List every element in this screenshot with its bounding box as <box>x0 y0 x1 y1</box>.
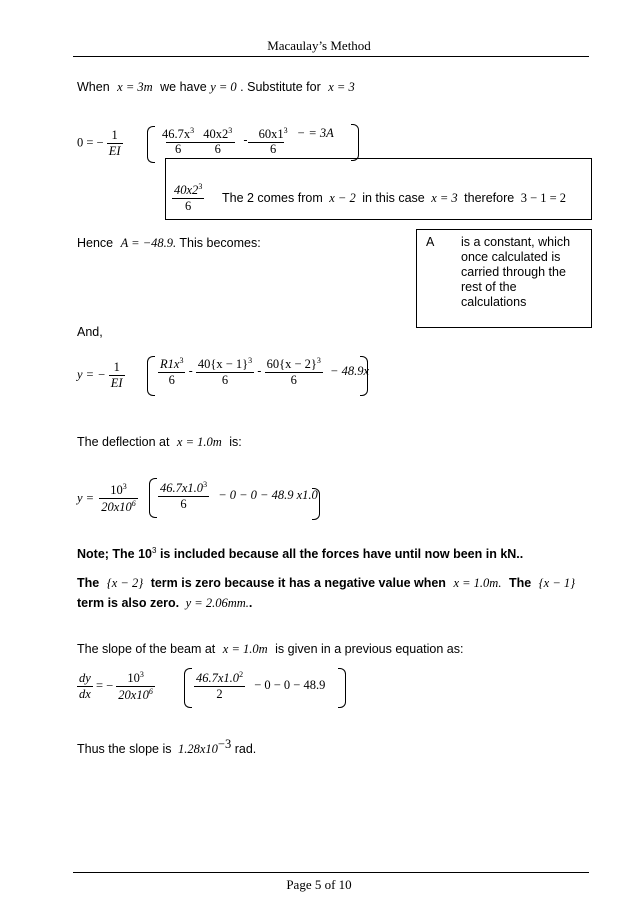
eq4-t1-exp: 2 <box>239 670 244 679</box>
note1-exp: 3 <box>152 546 157 555</box>
eq3-t1-num: 46.7x1.0 <box>160 481 204 496</box>
math-x-eq-3: x = 3 <box>328 80 355 94</box>
note-text-1: The 2 comes from <box>222 191 323 205</box>
eq2-body <box>158 356 369 388</box>
eq2-t3-exp: 3 <box>316 356 321 365</box>
note-frac-den: 6 <box>172 198 204 214</box>
eq2-t2-den: 6 <box>196 372 254 388</box>
eq4-num: 10 <box>127 671 140 686</box>
eq4-right-bracket <box>338 668 346 708</box>
eq4-den-exp: 6 <box>148 687 153 697</box>
eq1-tail: − = 3A <box>296 126 334 140</box>
we-have-label: we have <box>160 80 207 94</box>
eq3-body <box>158 480 318 512</box>
header-rule <box>73 56 589 57</box>
note-zero-line-1 <box>77 576 575 591</box>
note-m2: x = 3 <box>431 191 458 205</box>
note1-text-a: Note; The 10 <box>77 547 153 562</box>
note2-m3: {x − 1} <box>538 576 576 590</box>
eq4-left-bracket <box>184 668 192 708</box>
eq2-left-bracket <box>147 356 155 396</box>
eq1-t2-num: 40x2 <box>203 127 229 142</box>
thus-unit: rad. <box>234 742 257 757</box>
note-frac <box>172 182 204 214</box>
when-label: When <box>77 80 110 94</box>
eq1-lhs: 0 = − <box>77 135 104 150</box>
hence-label: Hence <box>77 236 114 250</box>
eq2-t2-exp: 3 <box>248 356 253 365</box>
eq4-den: 20x10 <box>118 688 149 703</box>
eq1-t2-exp: 3 <box>228 126 233 135</box>
eq3-right-bracket <box>312 488 320 520</box>
and-label: And, <box>77 325 103 339</box>
eq2-one: 1 <box>113 360 120 374</box>
eq3-num-exp: 3 <box>122 482 127 491</box>
eq3-lhs: y = <box>77 491 95 506</box>
eq2-dash2: - <box>257 363 262 378</box>
deflection-line <box>77 435 242 450</box>
note-frac-exp: 3 <box>198 182 203 191</box>
page-header-title: Macaulay’s Method <box>267 38 371 53</box>
eq2-term3 <box>265 356 323 388</box>
side-box-letter: A <box>426 235 435 249</box>
eq4-dy: dy <box>79 671 91 686</box>
eq2-lhs: y = − <box>77 367 106 382</box>
eq3-den-exp: 6 <box>131 499 136 509</box>
note2-line2-text: term is also zero. <box>77 596 180 610</box>
equation-2 <box>77 360 125 391</box>
eq4-num-exp: 3 <box>139 670 144 679</box>
eq1-t1-num: 46.7x <box>162 127 191 142</box>
eq2-t3-den: 6 <box>265 372 323 388</box>
equation-4 <box>77 670 155 703</box>
eq1-t2-den: 6 <box>214 142 221 157</box>
eq1-minus: - <box>243 133 248 148</box>
eq1-t3-bar <box>248 142 284 143</box>
eq4-t1-den: 2 <box>194 686 245 702</box>
eq2-tail: − 48.9x <box>330 363 370 378</box>
slope-text: The slope of the beam at <box>77 642 216 656</box>
note-box <box>165 158 592 220</box>
eq1-one: 1 <box>111 128 118 142</box>
slope-math: x = 1.0m <box>222 642 268 656</box>
thus-line <box>77 737 256 757</box>
thus-exp: −3 <box>217 737 232 751</box>
eq1-t2-bar <box>199 142 235 143</box>
page-number: Page 5 of 10 <box>286 877 352 892</box>
eq2-t1-den: 6 <box>158 372 185 388</box>
footer-rule <box>73 872 589 873</box>
eq3-num: 10 <box>110 483 123 498</box>
eq2-EI: EI <box>110 376 123 390</box>
eq3-tail: − 0 − 0 − 48.9 x1.0 <box>218 487 318 502</box>
note2-m4: y = 2.06mm. <box>185 596 249 610</box>
slope-line <box>77 642 463 657</box>
eq1-right-bracket <box>351 124 359 161</box>
eq4-tail: − 0 − 0 − 48.9 <box>254 677 326 692</box>
eq1-t3-num: 60x1 <box>258 127 284 142</box>
eq1-t3-den: 6 <box>270 142 277 157</box>
note2-the: The <box>77 576 100 590</box>
eq4-t1-num: 46.7x1.0 <box>196 671 240 686</box>
hence-line <box>77 236 261 251</box>
eq4-dydx <box>77 671 93 702</box>
side-box-text: is a constant, which once calculated is carried through the rest of the calculations <box>461 235 571 309</box>
eq4-eq: = − <box>95 678 114 693</box>
note-m3: 3 − 1 = 2 <box>520 191 567 205</box>
eq1-t1-den: 6 <box>174 142 182 157</box>
note-text-3: therefore <box>464 191 515 205</box>
note2-the2: The <box>508 576 532 590</box>
math-x-eq-3m: x = 3m <box>117 80 153 94</box>
deflection-math: x = 1.0m <box>176 435 222 449</box>
eq2-term2 <box>196 356 254 388</box>
eq2-term1 <box>158 356 185 388</box>
note-box-fraction <box>172 182 204 214</box>
note2-m1: {x − 2} <box>106 576 144 590</box>
note-box-text <box>222 191 566 206</box>
note-forces-line <box>77 546 523 561</box>
note2-dot: . <box>248 596 253 610</box>
note2-text-a: term is zero because it has a negative value when <box>150 576 446 590</box>
eq1-EI: EI <box>108 144 121 158</box>
eq2-t2-num: 40{x − 1} <box>197 357 249 372</box>
eq4-term1 <box>194 670 245 702</box>
slope-text-2: is given in a previous equation as: <box>275 642 464 656</box>
equation-1 <box>77 128 123 159</box>
eq1-one-over-EI <box>107 128 123 159</box>
hence-math: A = −48.9. <box>120 236 177 250</box>
note-zero-line-2 <box>77 596 252 611</box>
deflection-text: The deflection at <box>77 435 170 449</box>
hence-text: This becomes: <box>179 236 261 250</box>
eq4-coefficient <box>116 670 155 703</box>
eq2-t1-num: R1x <box>160 357 180 372</box>
note2-m2: x = 1.0m. <box>453 576 502 590</box>
eq2-one-over-EI <box>109 360 125 391</box>
intro-line <box>77 80 355 95</box>
deflection-is: is: <box>229 435 242 449</box>
eq2-t1-exp: 3 <box>179 356 184 365</box>
eq2-t3-num: 60{x − 2} <box>266 357 317 372</box>
equation-3 <box>77 482 138 515</box>
note1-text-b: is included because all the forces have until now been in kN.. <box>159 547 524 562</box>
eq1-t1-exp: 3 <box>190 126 195 135</box>
eq3-t1-den: 6 <box>158 496 209 512</box>
math-y-eq-0: y = 0 <box>210 80 237 94</box>
thus-text: Thus the slope is <box>77 742 172 757</box>
note-text-2: in this case <box>362 191 425 205</box>
note-m1: x − 2 <box>329 191 356 205</box>
eq2-dash1: - <box>188 363 193 378</box>
substitute-label: . Substitute for <box>240 80 321 94</box>
note-frac-num: 40x2 <box>174 183 199 198</box>
eq4-body <box>194 670 325 702</box>
eq2-right-bracket <box>360 356 368 396</box>
eq1-left-bracket <box>147 126 155 163</box>
eq4-dx: dx <box>79 687 91 702</box>
eq3-coefficient <box>99 482 138 515</box>
eq1-t3-exp: 3 <box>283 126 288 135</box>
eq3-den: 20x10 <box>101 500 132 515</box>
eq3-term1 <box>158 480 209 512</box>
eq3-left-bracket <box>149 478 157 518</box>
thus-math: 1.28x10 <box>177 742 218 757</box>
eq3-t1-exp: 3 <box>203 480 208 489</box>
